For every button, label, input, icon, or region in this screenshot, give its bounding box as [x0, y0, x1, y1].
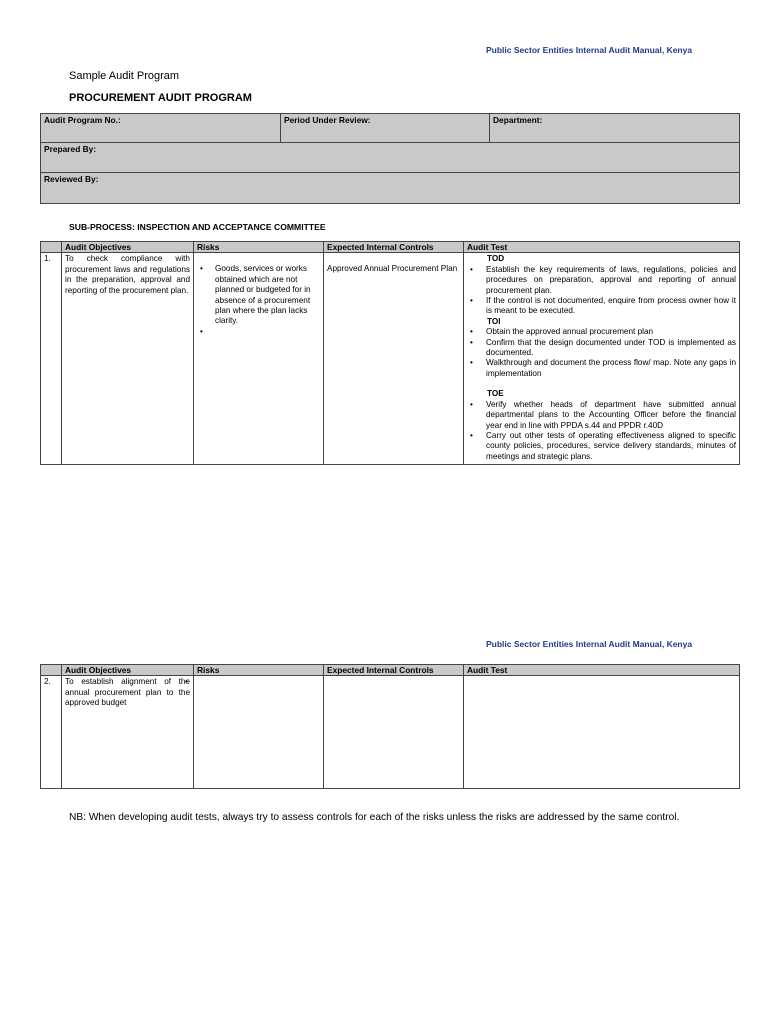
- tod-item: • Establish the key requirements of laws, regulations, policies and procedures on preparation, approval and reporting of annual procurement plan.: [467, 265, 736, 296]
- risks-header: Risks: [194, 665, 324, 676]
- period-under-review-label: Period Under Review:: [281, 114, 490, 143]
- risks-header: Risks: [194, 242, 324, 253]
- row-number: 2.: [41, 676, 62, 789]
- objective-cell: To establish alignment of the annual procurement plan to the approved budget: [62, 676, 194, 789]
- test-header: Audit Test: [464, 242, 740, 253]
- risk-item-empty: [182, 677, 320, 687]
- num-header: [41, 242, 62, 253]
- row-number: 1.: [41, 253, 62, 465]
- toe-item: • Verify whether heads of department have submitted annual departmental plans to the Accounting Officer before the financial year end in line with PPDA s.44 and PPDR r.40D: [467, 400, 736, 431]
- objective-cell: To check compliance with procurement laws and regulations in the preparation, approval and reporting of the procurement plan.: [62, 253, 194, 465]
- sub-process-title: SUB-PROCESS: INSPECTION AND ACCEPTANCE COMMITTEE: [69, 222, 326, 232]
- controls-header: Expected Internal Controls: [324, 242, 464, 253]
- risk-item-empty: [197, 327, 320, 337]
- toi-item: • Confirm that the design documented under TOD is implemented as documented.: [467, 338, 736, 359]
- toe-item: • Carry out other tests of operating effectiveness aligned to specific county policies, procedures, service delivery standards, minutes of meetings and strategic plans.: [467, 431, 736, 462]
- toi-label: TOI: [487, 316, 501, 326]
- tod-label: TOD: [487, 254, 505, 264]
- note-text: NB: When developing audit tests, always try to assess controls for each of the risks unless the risks are addressed by the same control.: [69, 812, 680, 823]
- program-title: PROCUREMENT AUDIT PROGRAM: [69, 92, 252, 104]
- department-label: Department:: [490, 114, 740, 143]
- controls-header: Expected Internal Controls: [324, 665, 464, 676]
- prepared-by-label: Prepared By:: [41, 143, 740, 173]
- objectives-header: Audit Objectives: [62, 665, 194, 676]
- tod-item: • If the control is not documented, enquire from process owner how it is meant to be executed.: [467, 296, 736, 317]
- manual-header: Public Sector Entities Internal Audit Manual, Kenya: [486, 45, 693, 55]
- sample-label: Sample Audit Program: [69, 70, 180, 82]
- audit-table-2: [40, 664, 740, 789]
- audit-test-cell: [464, 676, 740, 789]
- controls-cell: Approved Annual Procurement Plan: [324, 253, 464, 465]
- test-header: Audit Test: [464, 665, 740, 676]
- reviewed-by-label: Reviewed By:: [41, 173, 740, 204]
- toe-label: TOE: [487, 389, 504, 399]
- risks-cell: [194, 253, 324, 465]
- manual-header-page-2: Public Sector Entities Internal Audit Manual, Kenya: [486, 639, 693, 649]
- num-header: [41, 665, 62, 676]
- toi-item: • Walkthrough and document the process flow/ map. Note any gaps in implementation: [467, 358, 736, 379]
- audit-program-no-label: Audit Program No.:: [41, 114, 281, 143]
- audit-test-cell: [464, 253, 740, 465]
- audit-table-1: [40, 241, 740, 465]
- controls-cell: [324, 676, 464, 789]
- objectives-header: Audit Objectives: [62, 242, 194, 253]
- info-table: [40, 113, 740, 204]
- risk-item: • Goods, services or works obtained which are not planned or budgeted for in absence of a procurement plan where the plan lacks clarity.: [197, 264, 320, 326]
- risks-cell: [194, 676, 324, 789]
- toi-item: • Obtain the approved annual procurement plan: [467, 327, 736, 337]
